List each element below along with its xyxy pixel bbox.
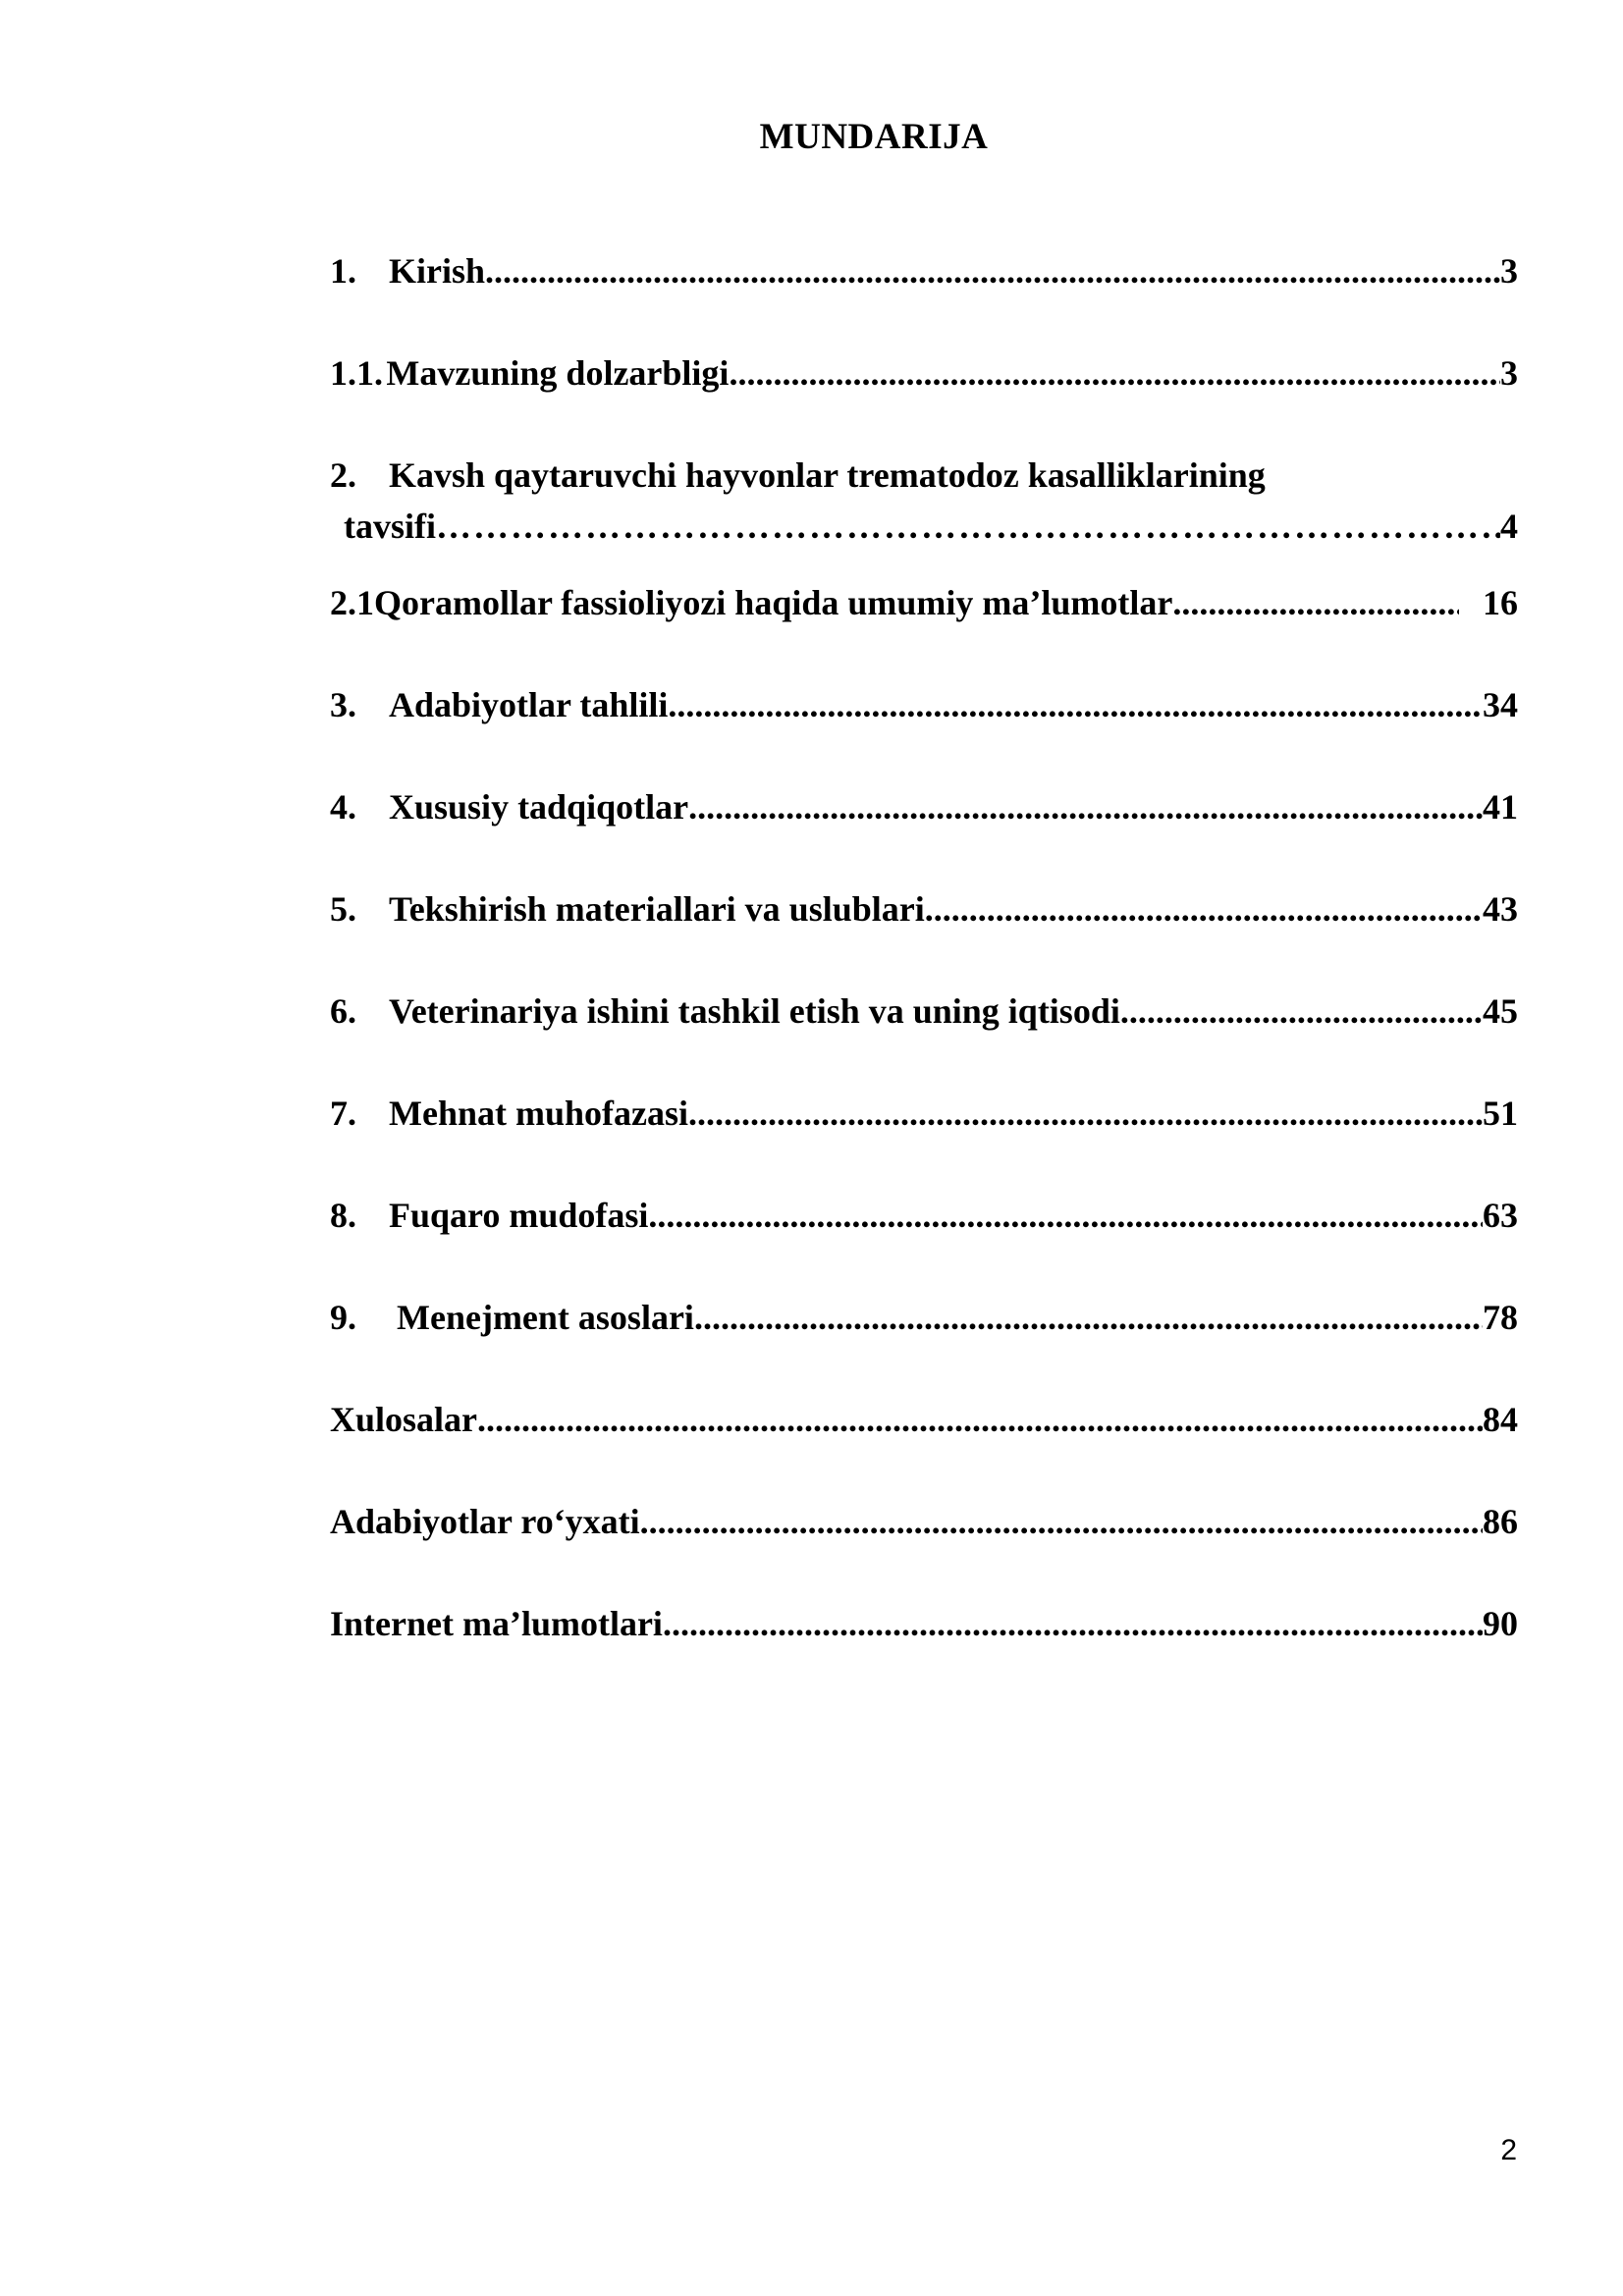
toc-entry-xususiy-tadqiqotlar[interactable]: [330, 781, 1518, 832]
toc-entry-label: Mehnat muhofazasi: [389, 1094, 688, 1133]
toc-entry-adabiyotlar-tahlili[interactable]: [330, 679, 1518, 730]
toc-entry-number: 2.1: [330, 583, 374, 622]
toc-dot-leader: [477, 1394, 1483, 1445]
toc-entry-mehnat-muhofazasi[interactable]: [330, 1088, 1518, 1139]
toc-entry-adabiyotlar-royxati[interactable]: [330, 1496, 1518, 1547]
toc-entry-label: Adabiyotlar ro‘yxati: [330, 1502, 640, 1541]
page-number: 2: [1500, 2134, 1517, 2166]
toc-entry-page: 4: [1500, 507, 1518, 546]
toc-entry-page: 3: [1500, 251, 1518, 291]
toc-entry-label: Tekshirish materiallari va uslublari: [389, 889, 925, 929]
toc-entry-label: Mavzuning dolzarbligi: [386, 353, 730, 393]
toc-entry-fuqaro-mudofasi[interactable]: [330, 1190, 1518, 1241]
toc-entry-number: 3.: [330, 685, 356, 724]
toc-entry-page: 43: [1483, 889, 1518, 929]
toc-entry-label: Kirish: [389, 251, 486, 291]
toc-entry-number: 4.: [330, 787, 356, 827]
toc-entry-number: 1.1.: [330, 353, 383, 393]
toc-entry-kirish[interactable]: [330, 245, 1518, 296]
toc-entry-number: 2.: [330, 455, 356, 495]
toc-dot-leader: [663, 1598, 1483, 1649]
toc-dot-leader: [668, 679, 1483, 730]
toc-entry-label: Fuqaro mudofasi: [389, 1196, 649, 1235]
toc-entry-number: 8.: [330, 1196, 356, 1235]
toc-entry-label-line1: Kavsh qaytaruvchi hayvonlar trematodoz kasalliklarining: [389, 455, 1266, 495]
toc-dot-leader: [436, 501, 1500, 552]
toc-entry-label: Xususiy tadqiqotlar: [389, 787, 689, 827]
toc-entry-page: 84: [1483, 1400, 1518, 1439]
toc-entry-page: 3: [1500, 353, 1518, 393]
toc-entry-page: 86: [1483, 1502, 1518, 1541]
toc-dot-leader: [1172, 577, 1459, 628]
toc-dot-leader: [925, 883, 1483, 934]
toc-entry-number: 9.: [330, 1298, 356, 1337]
toc-entry-page: 41: [1483, 787, 1518, 827]
toc-entry-page: 16: [1483, 583, 1518, 622]
toc-entry-page: 45: [1483, 991, 1518, 1031]
toc-dot-leader: [648, 1190, 1483, 1241]
toc-dot-leader: [485, 245, 1500, 296]
toc-entry-number: 6.: [330, 991, 356, 1031]
toc-entry-veterinariya[interactable]: [330, 986, 1518, 1037]
toc-dot-leader: [688, 781, 1483, 832]
toc-entry-label-line2: tavsifi: [344, 507, 436, 546]
toc-entry-tekshirish-materiallari[interactable]: [330, 883, 1518, 934]
toc-entry-page: 90: [1483, 1604, 1518, 1643]
toc-entry-trematodoz-tavsifi[interactable]: [330, 450, 1518, 552]
toc-entry-label: Veterinariya ishini tashkil etish va uning iqtisodi: [389, 991, 1120, 1031]
toc-entry-page: 63: [1483, 1196, 1518, 1235]
toc-entry-label: Adabiyotlar tahlili: [389, 685, 669, 724]
page-title: MUNDARIJA: [759, 117, 989, 157]
toc-entry-page: 34: [1483, 685, 1518, 724]
toc-dot-leader: [729, 347, 1500, 399]
toc-entry-internet-malumotlari[interactable]: [330, 1598, 1518, 1649]
toc-entry-xulosalar[interactable]: [330, 1394, 1518, 1445]
toc-entry-number: 7.: [330, 1094, 356, 1133]
toc-dot-leader: [1120, 986, 1483, 1037]
toc-entry-mavzuning-dolzarbligi[interactable]: [330, 347, 1518, 399]
toc-entry-number: 1.: [330, 251, 356, 291]
toc-entry-number: 5.: [330, 889, 356, 929]
toc-entry-label: Qoramollar fassioliyozi haqida umumiy ma’lumotlar: [374, 583, 1173, 622]
toc-dot-leader: [688, 1088, 1483, 1139]
toc-entry-fassioliyoz[interactable]: [330, 577, 1518, 628]
toc-entry-page: 78: [1483, 1298, 1518, 1337]
toc-entry-label: Xulosalar: [330, 1400, 478, 1439]
toc-entry-label: Menejment asoslari: [397, 1298, 694, 1337]
toc-entry-page: 51: [1483, 1094, 1518, 1133]
toc-entry-label: Internet ma’lumotlari: [330, 1604, 663, 1643]
toc-dot-leader: [694, 1292, 1483, 1343]
toc-entry-menejment-asoslari[interactable]: [330, 1292, 1518, 1343]
toc-dot-leader: [640, 1496, 1483, 1547]
